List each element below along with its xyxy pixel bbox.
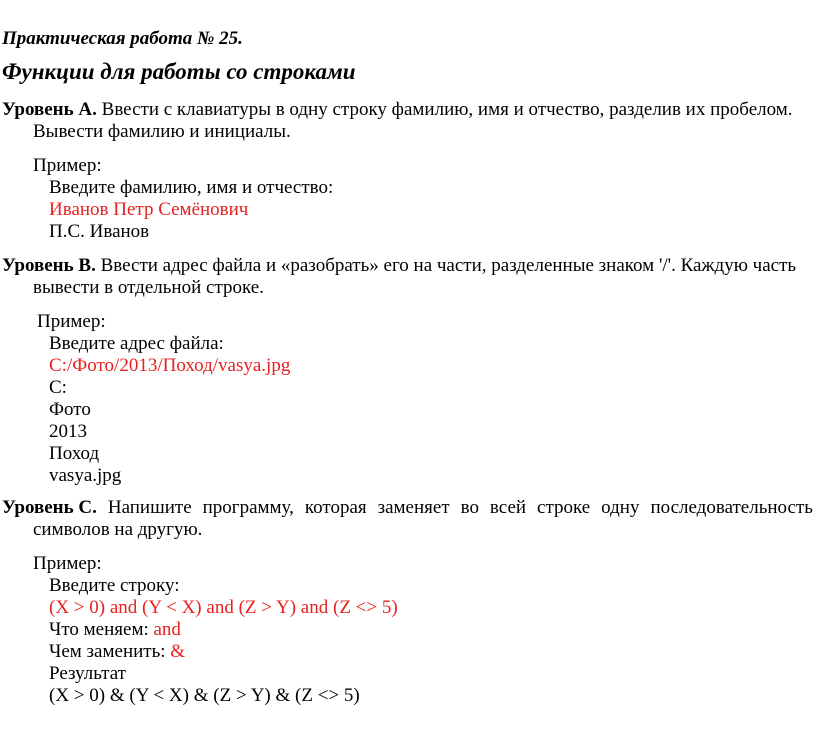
page-title: Практическая работа № 25.	[2, 28, 243, 49]
level-b-label: Уровень В.	[2, 255, 96, 276]
level-c-task-word: во	[460, 497, 479, 518]
level-c-replace-with-value: &	[170, 641, 186, 662]
level-b-output-line: C:	[49, 377, 67, 398]
level-b-output-line: vasya.jpg	[49, 465, 122, 486]
level-b-input: C:/Фото/2013/Поход/vasya.jpg	[49, 355, 291, 376]
level-c-what-to-replace	[49, 619, 181, 641]
level-c-input: (X > 0) and (Y < X) and (Z > Y) and (Z <> 5)	[49, 597, 398, 618]
level-c-task-word: программу,	[202, 497, 294, 518]
level-b-prompt: Введите адрес файла:	[49, 333, 224, 354]
level-c-what-to-replace-label: Что меняем:	[49, 619, 154, 640]
level-c-task-word: Напишите	[107, 497, 192, 518]
level-c-replace-with-label: Чем заменить:	[49, 641, 171, 662]
level-a-label: Уровень А.	[2, 99, 97, 120]
level-c-result-label: Результат	[49, 663, 126, 684]
level-a-example-label: Пример:	[33, 155, 102, 176]
level-b-output-line: 2013	[49, 421, 87, 442]
level-b-task-text: Ввести адрес файла и «разобрать» его на части, разделенные знаком '/'. Каждую часть	[100, 255, 797, 276]
level-a-input: Иванов Петр Семёнович	[49, 199, 249, 220]
level-b-output-line: Поход	[49, 443, 100, 464]
level-c-example-label: Пример:	[33, 553, 102, 574]
level-a-task-line-2: Вывести фамилию и инициалы.	[33, 121, 291, 142]
level-c-task-word: последовательность	[650, 497, 813, 518]
level-c-task-word: строке	[537, 497, 591, 518]
level-c-what-to-replace-value: and	[153, 619, 181, 640]
level-b-output-line: Фото	[49, 399, 91, 420]
level-c-label: Уровень С.	[2, 497, 97, 518]
level-a-task-text: Ввести с клавиатуры в одну строку фамилию, имя и отчество, разделив их пробелом.	[101, 99, 793, 120]
level-a-prompt: Введите фамилию, имя и отчество:	[49, 177, 334, 198]
level-c-task-line-1	[2, 497, 813, 519]
level-b-task-line-2: вывести в отдельной строке.	[33, 277, 264, 298]
level-c-prompt: Введите строку:	[49, 575, 180, 596]
page-subtitle: Функции для работы со строками	[2, 59, 356, 84]
level-b-example-label: Пример:	[37, 311, 106, 332]
level-c-task-line-2: символов на другую.	[33, 519, 203, 540]
level-a-output: П.С. Иванов	[49, 221, 150, 242]
level-c-replace-with	[49, 641, 185, 663]
level-a-task-line-1	[2, 99, 793, 121]
level-c-task-word: которая	[304, 497, 367, 518]
level-b-task-line-1	[2, 255, 796, 277]
level-c-task-word: одну	[601, 497, 640, 518]
level-c-task-word: заменяет	[377, 497, 450, 518]
level-c-result: (X > 0) & (Y < X) & (Z > Y) & (Z <> 5)	[49, 685, 360, 706]
level-c-task-word: всей	[489, 497, 527, 518]
